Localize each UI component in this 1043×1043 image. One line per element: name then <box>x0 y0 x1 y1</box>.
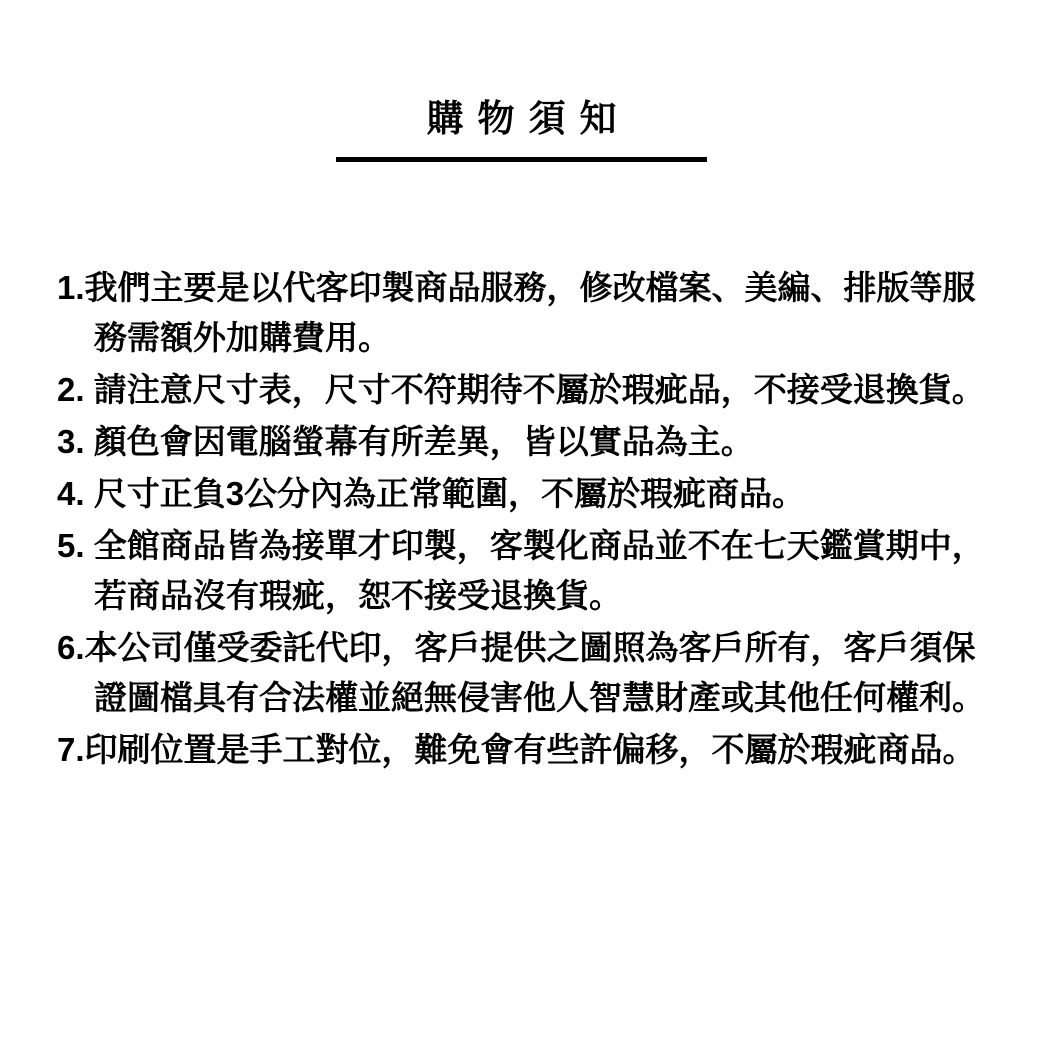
title-block <box>0 96 1043 162</box>
notice-item-3 <box>57 417 1017 467</box>
notice-line: 務需額外加購費用。 <box>94 319 391 356</box>
notice-line: 若商品沒有瑕疵，恕不接受退換貨。 <box>94 577 622 614</box>
notice-list <box>57 263 1017 777</box>
notice-item-6 <box>57 623 1017 723</box>
notice-item-1 <box>57 263 1017 363</box>
notice-item-2 <box>57 365 1017 415</box>
notice-line: 6.本公司僅受委託代印，客戶提供之圖照為客戶所有，客戶須保 <box>57 629 976 666</box>
page-title: 購物須知 <box>426 98 631 139</box>
notice-line: 3. 顏色會因電腦螢幕有所差異，皆以實品為主。 <box>57 423 754 460</box>
notice-item-4 <box>57 469 1017 519</box>
notice-line: 5. 全館商品皆為接單才印製，客製化商品並不在七天鑑賞期中， <box>57 527 985 564</box>
notice-line: 4. 尺寸正負3公分內為正常範圍，不屬於瑕疵商品。 <box>57 475 806 512</box>
notice-item-7 <box>57 725 1017 775</box>
title-underline <box>336 157 707 162</box>
notice-line: 7.印刷位置是手工對位，難免會有些許偏移，不屬於瑕疵商品。 <box>57 731 976 768</box>
notice-line: 2. 請注意尺寸表，尺寸不符期待不屬於瑕疵品，不接受退換貨。 <box>57 371 985 408</box>
notice-line: 1.我們主要是以代客印製商品服務，修改檔案、美編、排版等服 <box>57 269 976 306</box>
notice-line: 證圖檔具有合法權並絕無侵害他人智慧財產或其他任何權利。 <box>94 679 985 716</box>
notice-item-5 <box>57 521 1017 621</box>
